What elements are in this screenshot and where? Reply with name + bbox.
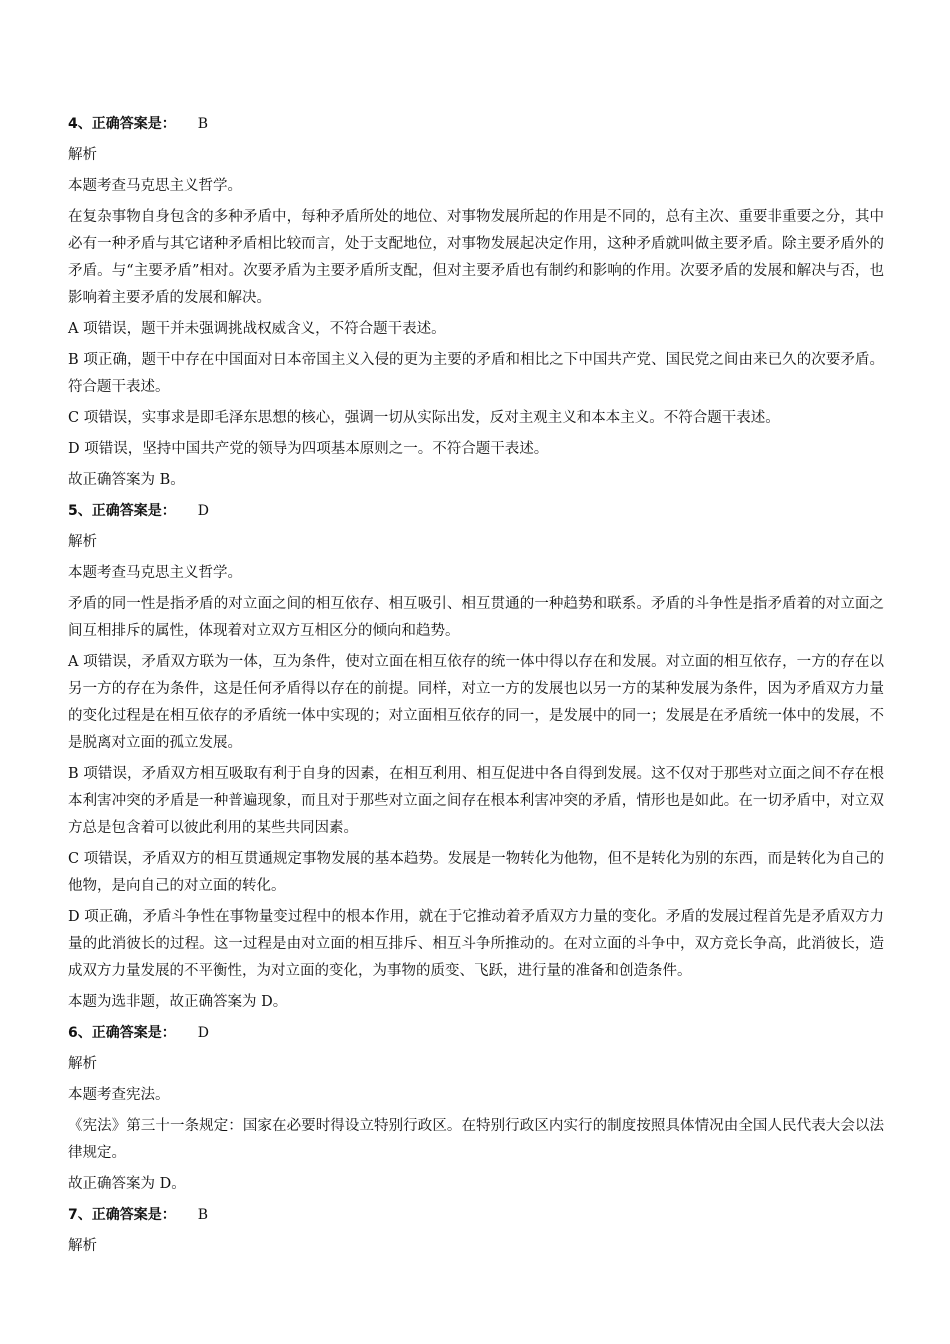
conclusion: 本题为选非题，故正确答案为 D。 xyxy=(68,994,288,1010)
question-7-header xyxy=(68,1202,884,1229)
question-5-title: 5、正确答案是： xyxy=(68,503,176,519)
question-4-title: 4、正确答案是： xyxy=(68,116,176,132)
question-7 xyxy=(68,1202,884,1260)
analysis-paragraph: 本题考查宪法。 xyxy=(68,1087,170,1103)
conclusion: 故正确答案为 D。 xyxy=(68,1176,186,1192)
question-5 xyxy=(68,498,884,1016)
analysis-label: 解析 xyxy=(68,147,97,163)
question-6-header xyxy=(68,1020,884,1047)
option-a-explanation: A 项错误，矛盾双方联为一体，互为条件，使对立面在相互依存的统一体中得以存在和发展。对立面的相互依存，一方的存在以另一方的存在为条件，这是任何矛盾得以存在的前提。同样，对立一方的发展也以另一方的某种发展为条件，因为矛盾双方力量的变化过程是在相互依存的矛盾统一体中实现的；对立面相互依存的同一，是发展中的同一；发展是在矛盾统一体中的发展，不是脱离对立面的孤立发展。 xyxy=(68,654,884,751)
question-5-header xyxy=(68,498,884,525)
conclusion: 故正确答案为 B。 xyxy=(68,472,185,488)
analysis-label: 解析 xyxy=(68,534,97,550)
question-4-answer: B xyxy=(197,116,209,132)
question-7-answer: B xyxy=(197,1207,209,1223)
question-4-header xyxy=(68,111,884,138)
option-d-explanation: D 项错误，坚持中国共产党的领导为四项基本原则之一。不符合题干表述。 xyxy=(68,441,549,457)
question-6-title: 6、正确答案是： xyxy=(68,1025,176,1041)
question-6 xyxy=(68,1020,884,1198)
option-d-explanation: D 项正确，矛盾斗争性在事物量变过程中的根本作用，就在于它推动着矛盾双方力量的变化。矛盾的发展过程首先是矛盾双方力量的此消彼长的过程。这一过程是由对立面的相互排斥、相互斗争所推动的。在对立面的斗争中，双方竞长争高，此消彼长，造成双方力量发展的不平衡性，为对立面的变化，为事物的质变、飞跃，进行量的准备和创造条件。 xyxy=(68,909,884,979)
option-b-explanation: B 项正确，题干中存在中国面对日本帝国主义入侵的更为主要的矛盾和相比之下中国共产党、国民党之间由来已久的次要矛盾。符合题干表述。 xyxy=(68,352,884,395)
option-b-explanation: B 项错误，矛盾双方相互吸取有利于自身的因素，在相互利用、相互促进中各自得到发展。这不仅对于那些对立面之间不存在根本利害冲突的矛盾是一种普遍现象，而且对于那些对立面之间存在根本利害冲突的矛盾，情形也是如此。在一切矛盾中，对立双方总是包含着可以彼此利用的某些共同因素。 xyxy=(68,766,884,836)
analysis-paragraph: 在复杂事物自身包含的多种矛盾中，每种矛盾所处的地位、对事物发展所起的作用是不同的，总有主次、重要非重要之分，其中必有一种矛盾与其它诸种矛盾相比较而言，处于支配地位，对事物发展起决定作用，这种矛盾就叫做主要矛盾。除主要矛盾外的矛盾。与“主要矛盾”相对。次要矛盾为主要矛盾所支配，但对主要矛盾也有制约和影响的作用。次要矛盾的发展和解决与否，也影响着主要矛盾的发展和解决。 xyxy=(68,209,884,306)
question-4 xyxy=(68,111,884,494)
analysis-paragraph: 矛盾的同一性是指矛盾的对立面之间的相互依存、相互吸引、相互贯通的一种趋势和联系。矛盾的斗争性是指矛盾着的对立面之间互相排斥的属性，体现着对立双方互相区分的倾向和趋势。 xyxy=(68,596,884,639)
analysis-label: 解析 xyxy=(68,1238,97,1254)
document-page xyxy=(68,111,884,1264)
option-c-explanation: C 项错误，实事求是即毛泽东思想的核心，强调一切从实际出发，反对主观主义和本本主义。不符合题干表述。 xyxy=(68,410,780,426)
question-7-title: 7、正确答案是： xyxy=(68,1207,176,1223)
analysis-label: 解析 xyxy=(68,1056,97,1072)
option-a-explanation: A 项错误，题干并未强调挑战权威含义，不符合题干表述。 xyxy=(68,321,446,337)
analysis-paragraph: 本题考查马克思主义哲学。 xyxy=(68,565,242,581)
question-6-answer: D xyxy=(197,1025,209,1041)
question-5-answer: D xyxy=(197,503,209,519)
option-c-explanation: C 项错误，矛盾双方的相互贯通规定事物发展的基本趋势。发展是一物转化为他物，但不是转化为别的东西，而是转化为自己的他物，是向自己的对立面的转化。 xyxy=(68,851,884,894)
analysis-paragraph: 《宪法》第三十一条规定：国家在必要时得设立特别行政区。在特别行政区内实行的制度按照具体情况由全国人民代表大会以法律规定。 xyxy=(68,1118,884,1161)
analysis-paragraph: 本题考查马克思主义哲学。 xyxy=(68,178,242,194)
